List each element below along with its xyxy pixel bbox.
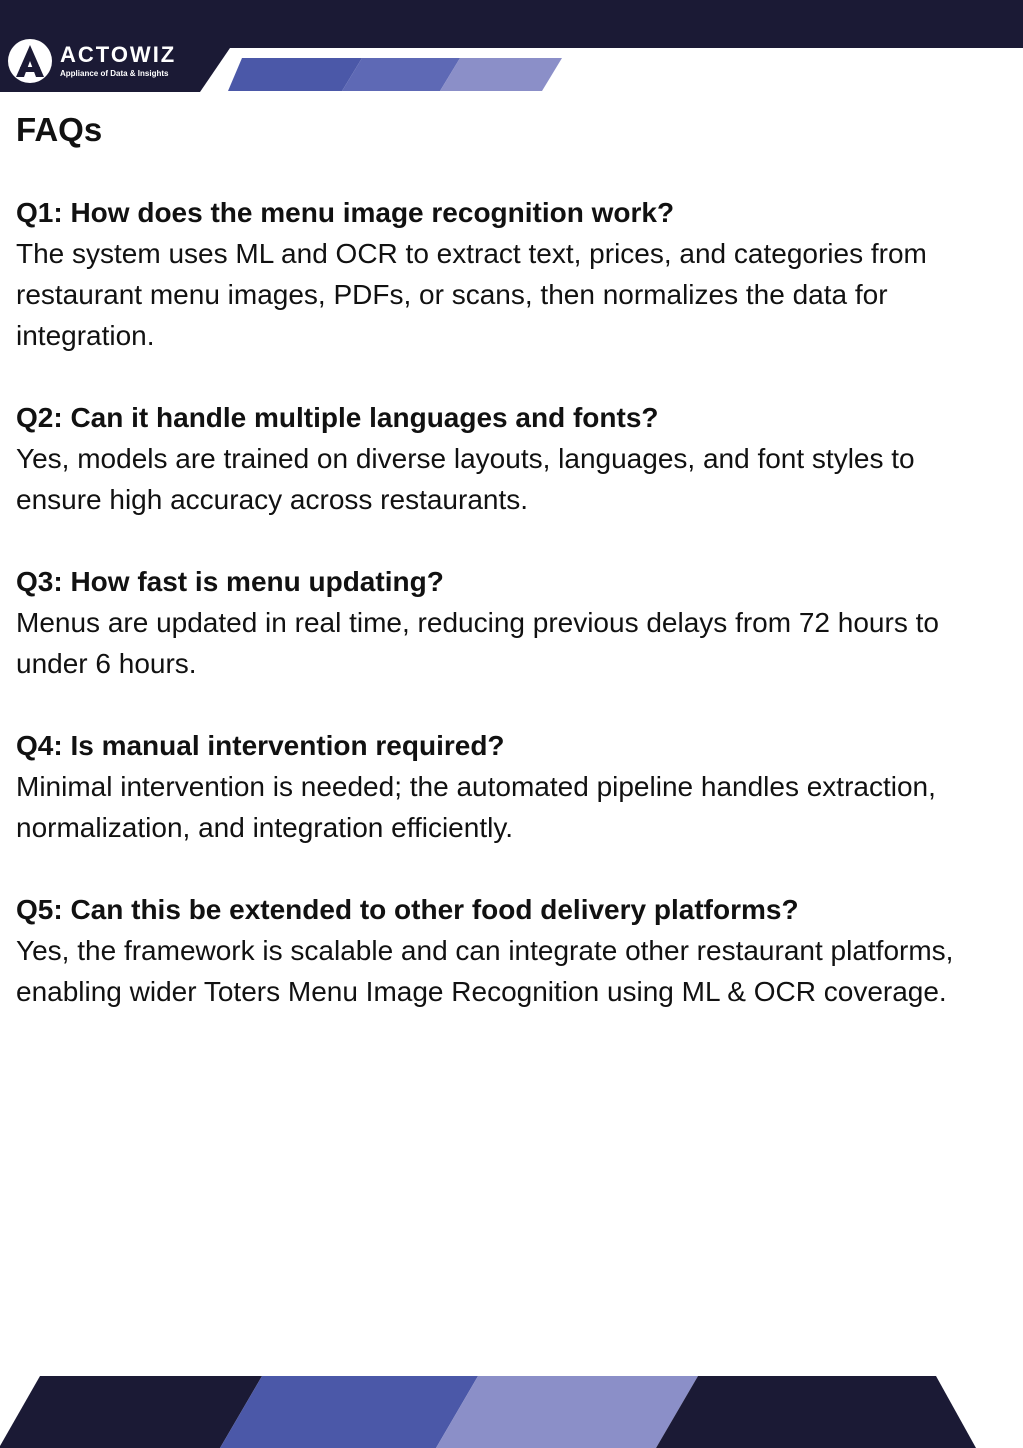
faq-content bbox=[16, 108, 1006, 1053]
faq-answer: Menus are updated in real time, reducing previous delays from 72 hours to under 6 hours. bbox=[16, 607, 939, 679]
footer-stripe-navy-right bbox=[656, 1376, 976, 1448]
header-stripe-blue bbox=[228, 58, 362, 91]
footer-decoration bbox=[0, 1376, 1023, 1448]
actowiz-logo-icon bbox=[6, 37, 54, 85]
faq-item-2 bbox=[16, 397, 1006, 520]
faq-question: Q1: How does the menu image recognition work? bbox=[16, 197, 675, 228]
faq-item-1 bbox=[16, 192, 1006, 356]
faq-answer: Yes, models are trained on diverse layouts, languages, and font styles to ensure high accuracy across restaurants. bbox=[16, 443, 915, 515]
faq-item-4 bbox=[16, 725, 1006, 848]
footer-stripe-blue bbox=[220, 1376, 478, 1448]
faq-answer: Yes, the framework is scalable and can integrate other restaurant platforms, enabling wider Toters Menu Image Recognition using ML & OCR coverage. bbox=[16, 935, 954, 1007]
faq-question: Q3: How fast is menu updating? bbox=[16, 566, 444, 597]
footer-stripe-lavender bbox=[436, 1376, 698, 1448]
header-stripe-mid bbox=[342, 58, 460, 91]
faq-question: Q2: Can it handle multiple languages and fonts? bbox=[16, 402, 659, 433]
faq-question: Q4: Is manual intervention required? bbox=[16, 730, 505, 761]
brand-logo bbox=[6, 36, 176, 86]
page-title: FAQs bbox=[16, 111, 103, 148]
header-stripe-lavender bbox=[440, 58, 562, 91]
faq-item-3 bbox=[16, 561, 1006, 684]
faq-question: Q5: Can this be extended to other food delivery platforms? bbox=[16, 894, 799, 925]
footer-stripe-navy-left bbox=[0, 1376, 262, 1448]
brand-tagline: Appliance of Data & Insights bbox=[60, 69, 169, 78]
faq-answer: Minimal intervention is needed; the automated pipeline handles extraction, normalization, and integration efficiently. bbox=[16, 771, 936, 843]
brand-name: ACTOWIZ bbox=[60, 42, 177, 67]
faq-answer: The system uses ML and OCR to extract text, prices, and categories from restaurant menu images, PDFs, or scans, then normalizes the data for integration. bbox=[16, 238, 927, 351]
faq-item-5 bbox=[16, 889, 1006, 1012]
